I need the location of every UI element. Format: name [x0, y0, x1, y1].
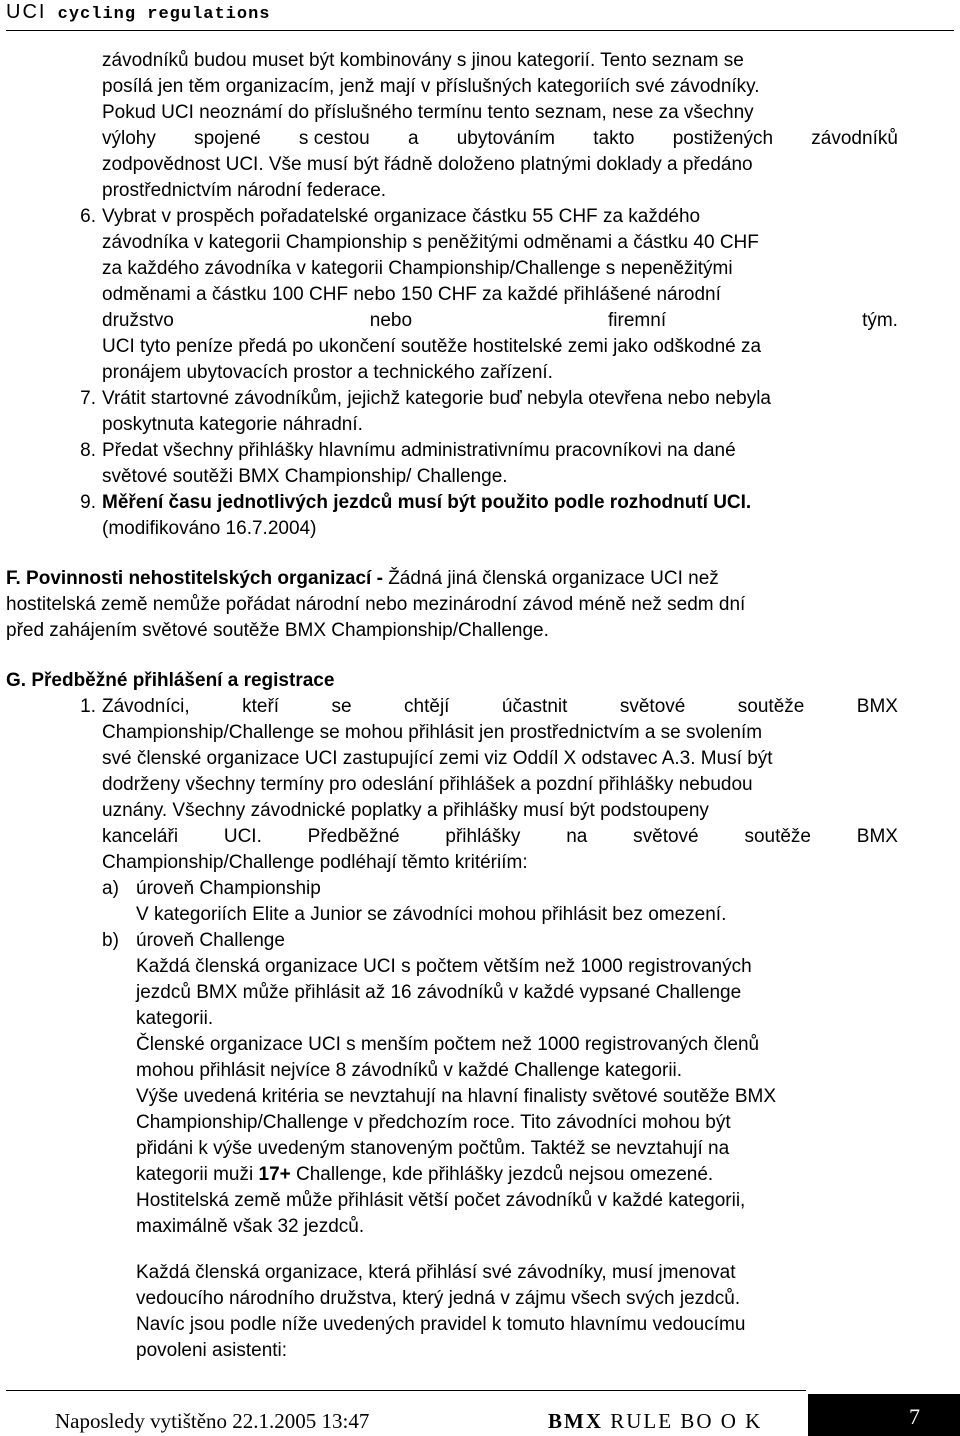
- text-line: jezdců BMX může přihlásit až 16 závodníků v každé vypsané Challenge: [136, 982, 742, 1003]
- text-line: Výše uvedená kritéria se nevztahují na hlavní finalisty světové soutěže BMX: [136, 1086, 777, 1107]
- text-line: závodníka v kategorii Championship s peněžitými odměnami a částku 40 CHF: [102, 232, 759, 253]
- text-line: Členské organizace UCI s menším počtem než 1000 registrovaných členů: [136, 1034, 760, 1055]
- section-f-first-line: F. Povinnosti nehostitelských organizací - Žádná jiná členská organizace UCI než: [6, 568, 719, 589]
- text-line: Navíc jsou podle níže uvedených pravidel k tomuto hlavnímu vedoucímu: [136, 1314, 746, 1335]
- text-line: světové soutěži BMX Championship/ Challenge.: [102, 466, 508, 487]
- text-line: odměnami a částku 100 CHF nebo 150 CHF za každé přihlášené národní: [102, 284, 721, 305]
- page-number-box: [808, 1394, 960, 1436]
- sub-label: b): [102, 930, 119, 951]
- footer-book-title: BMX RULE BO O K: [548, 1409, 763, 1433]
- text-line: Pokud UCI neoznámí do příslušného termínu tento seznam, nese za všechny: [102, 102, 754, 123]
- text-line: před zahájením světové soutěže BMX Championship/Challenge.: [6, 620, 549, 641]
- header-title: UCI cycling regulations: [6, 1, 271, 24]
- section-g-heading: G. Předběžné přihlášení a registrace: [6, 670, 335, 691]
- text-line: kategorii muži 17+ Challenge, kde přihlášky jezdců nejsou omezené.: [136, 1164, 714, 1185]
- sub-title: úroveň Challenge: [136, 930, 285, 951]
- text-line: závodníků budou muset být kombinovány s jinou kategorií. Tento seznam se: [102, 50, 744, 71]
- text-line: vedoucího národního družstva, který jedná v zájmu všech svých jezdců.: [136, 1288, 741, 1309]
- text-line-justified: kanceláři UCI. Předběžné přihlášky na světové soutěže BMX: [102, 826, 898, 847]
- page-header: [6, 0, 954, 31]
- text-line: své členské organizace UCI zastupující zemi viz Oddíl X odstavec A.3. Musí být: [102, 748, 773, 769]
- text-line: Championship/Challenge podléhají těmto kritériím:: [102, 852, 528, 873]
- page-number: 7: [909, 1404, 920, 1429]
- text-line: mohou přihlásit nejvíce 8 závodníků v každé Challenge kategorii.: [136, 1060, 683, 1081]
- text-line: Předat všechny přihlášky hlavnímu administrativnímu pracovníkovi na dané: [102, 440, 736, 461]
- text-line-justified: družstvo nebo firemní tým.: [102, 310, 898, 331]
- text-line: Championship/Challenge se mohou přihlásit jen prostřednictvím a se svolením: [102, 722, 763, 743]
- item-number: 8.: [80, 440, 96, 461]
- sub-label: a): [102, 878, 119, 899]
- text-line: V kategoriích Elite a Junior se závodníci mohou přihlásit bez omezení.: [136, 904, 727, 925]
- sub-title: úroveň Championship: [136, 878, 321, 899]
- item-number: 9.: [80, 492, 96, 513]
- text-line: uznány. Všechny závodnické poplatky a přihlášky musí být podstoupeny: [102, 800, 709, 821]
- text-line: poskytnuta kategorie náhradní.: [102, 414, 363, 435]
- footer-divider: [6, 1390, 806, 1391]
- text-line: přidáni k výše uvedeným stanoveným počtům. Taktéž se nevztahují na: [136, 1138, 730, 1159]
- text-line-justified: výlohy spojené s cestou a ubytováním takto postižených závodníků: [102, 128, 898, 149]
- text-line-bold: Měření času jednotlivých jezdců musí být použito podle rozhodnutí UCI.: [102, 492, 752, 513]
- text-line: UCI tyto peníze předá po ukončení soutěže hostitelské zemi jako odškodné za: [102, 336, 762, 357]
- text-line: povoleni asistenti:: [136, 1340, 288, 1361]
- item-number: 1.: [80, 696, 96, 717]
- text-line: za každého závodníka v kategorii Championship/Challenge s nepeněžitými: [102, 258, 733, 279]
- text-line: hostitelská země nemůže pořádat národní nebo mezinárodní závod méně než sedm dní: [6, 594, 746, 615]
- text-line: (modifikováno 16.7.2004): [102, 518, 317, 539]
- text-line: Vrátit startovné závodníkům, jejichž kategorie buď nebyla otevřena nebo nebyla: [102, 388, 771, 409]
- text-line: prostřednictvím národní federace.: [102, 180, 387, 201]
- item-number: 7.: [80, 388, 96, 409]
- item-number: 6.: [80, 206, 96, 227]
- text-line-justified: Závodníci, kteří se chtějí účastnit světové soutěže BMX: [102, 696, 898, 717]
- text-line: posílá jen těm organizacím, jenž mají v příslušných kategoriích své závodníky.: [102, 76, 760, 97]
- text-line: Každá členská organizace, která přihlásí své závodníky, musí jmenovat: [136, 1262, 736, 1283]
- section-f-heading: F. Povinnosti nehostitelských organizací -: [6, 568, 383, 589]
- text-line: Vybrat v prospěch pořadatelské organizace částku 55 CHF za každého: [102, 206, 701, 227]
- text-line: Championship/Challenge v předchozím roce. Tito závodníci mohou být: [136, 1112, 731, 1133]
- text-line: pronájem ubytovacích prostor a technického zařízení.: [102, 362, 553, 383]
- text-line: maximálně však 32 jezdců.: [136, 1216, 365, 1237]
- text-line: Hostitelská země může přihlásit větší počet závodníků v každé kategorii,: [136, 1190, 746, 1211]
- text-line: zodpovědnost UCI. Vše musí být řádně doloženo platnými doklady a předáno: [102, 154, 753, 175]
- footer-printed-date: Naposledy vytištěno 22.1.2005 13:47: [55, 1409, 370, 1433]
- text-line: dodrženy všechny termíny pro odeslání přihlášek a pozdní přihlášky nebudou: [102, 774, 753, 795]
- text-line: Každá členská organizace UCI s počtem větším než 1000 registrovaných: [136, 956, 752, 977]
- text-line: kategorii.: [136, 1008, 214, 1029]
